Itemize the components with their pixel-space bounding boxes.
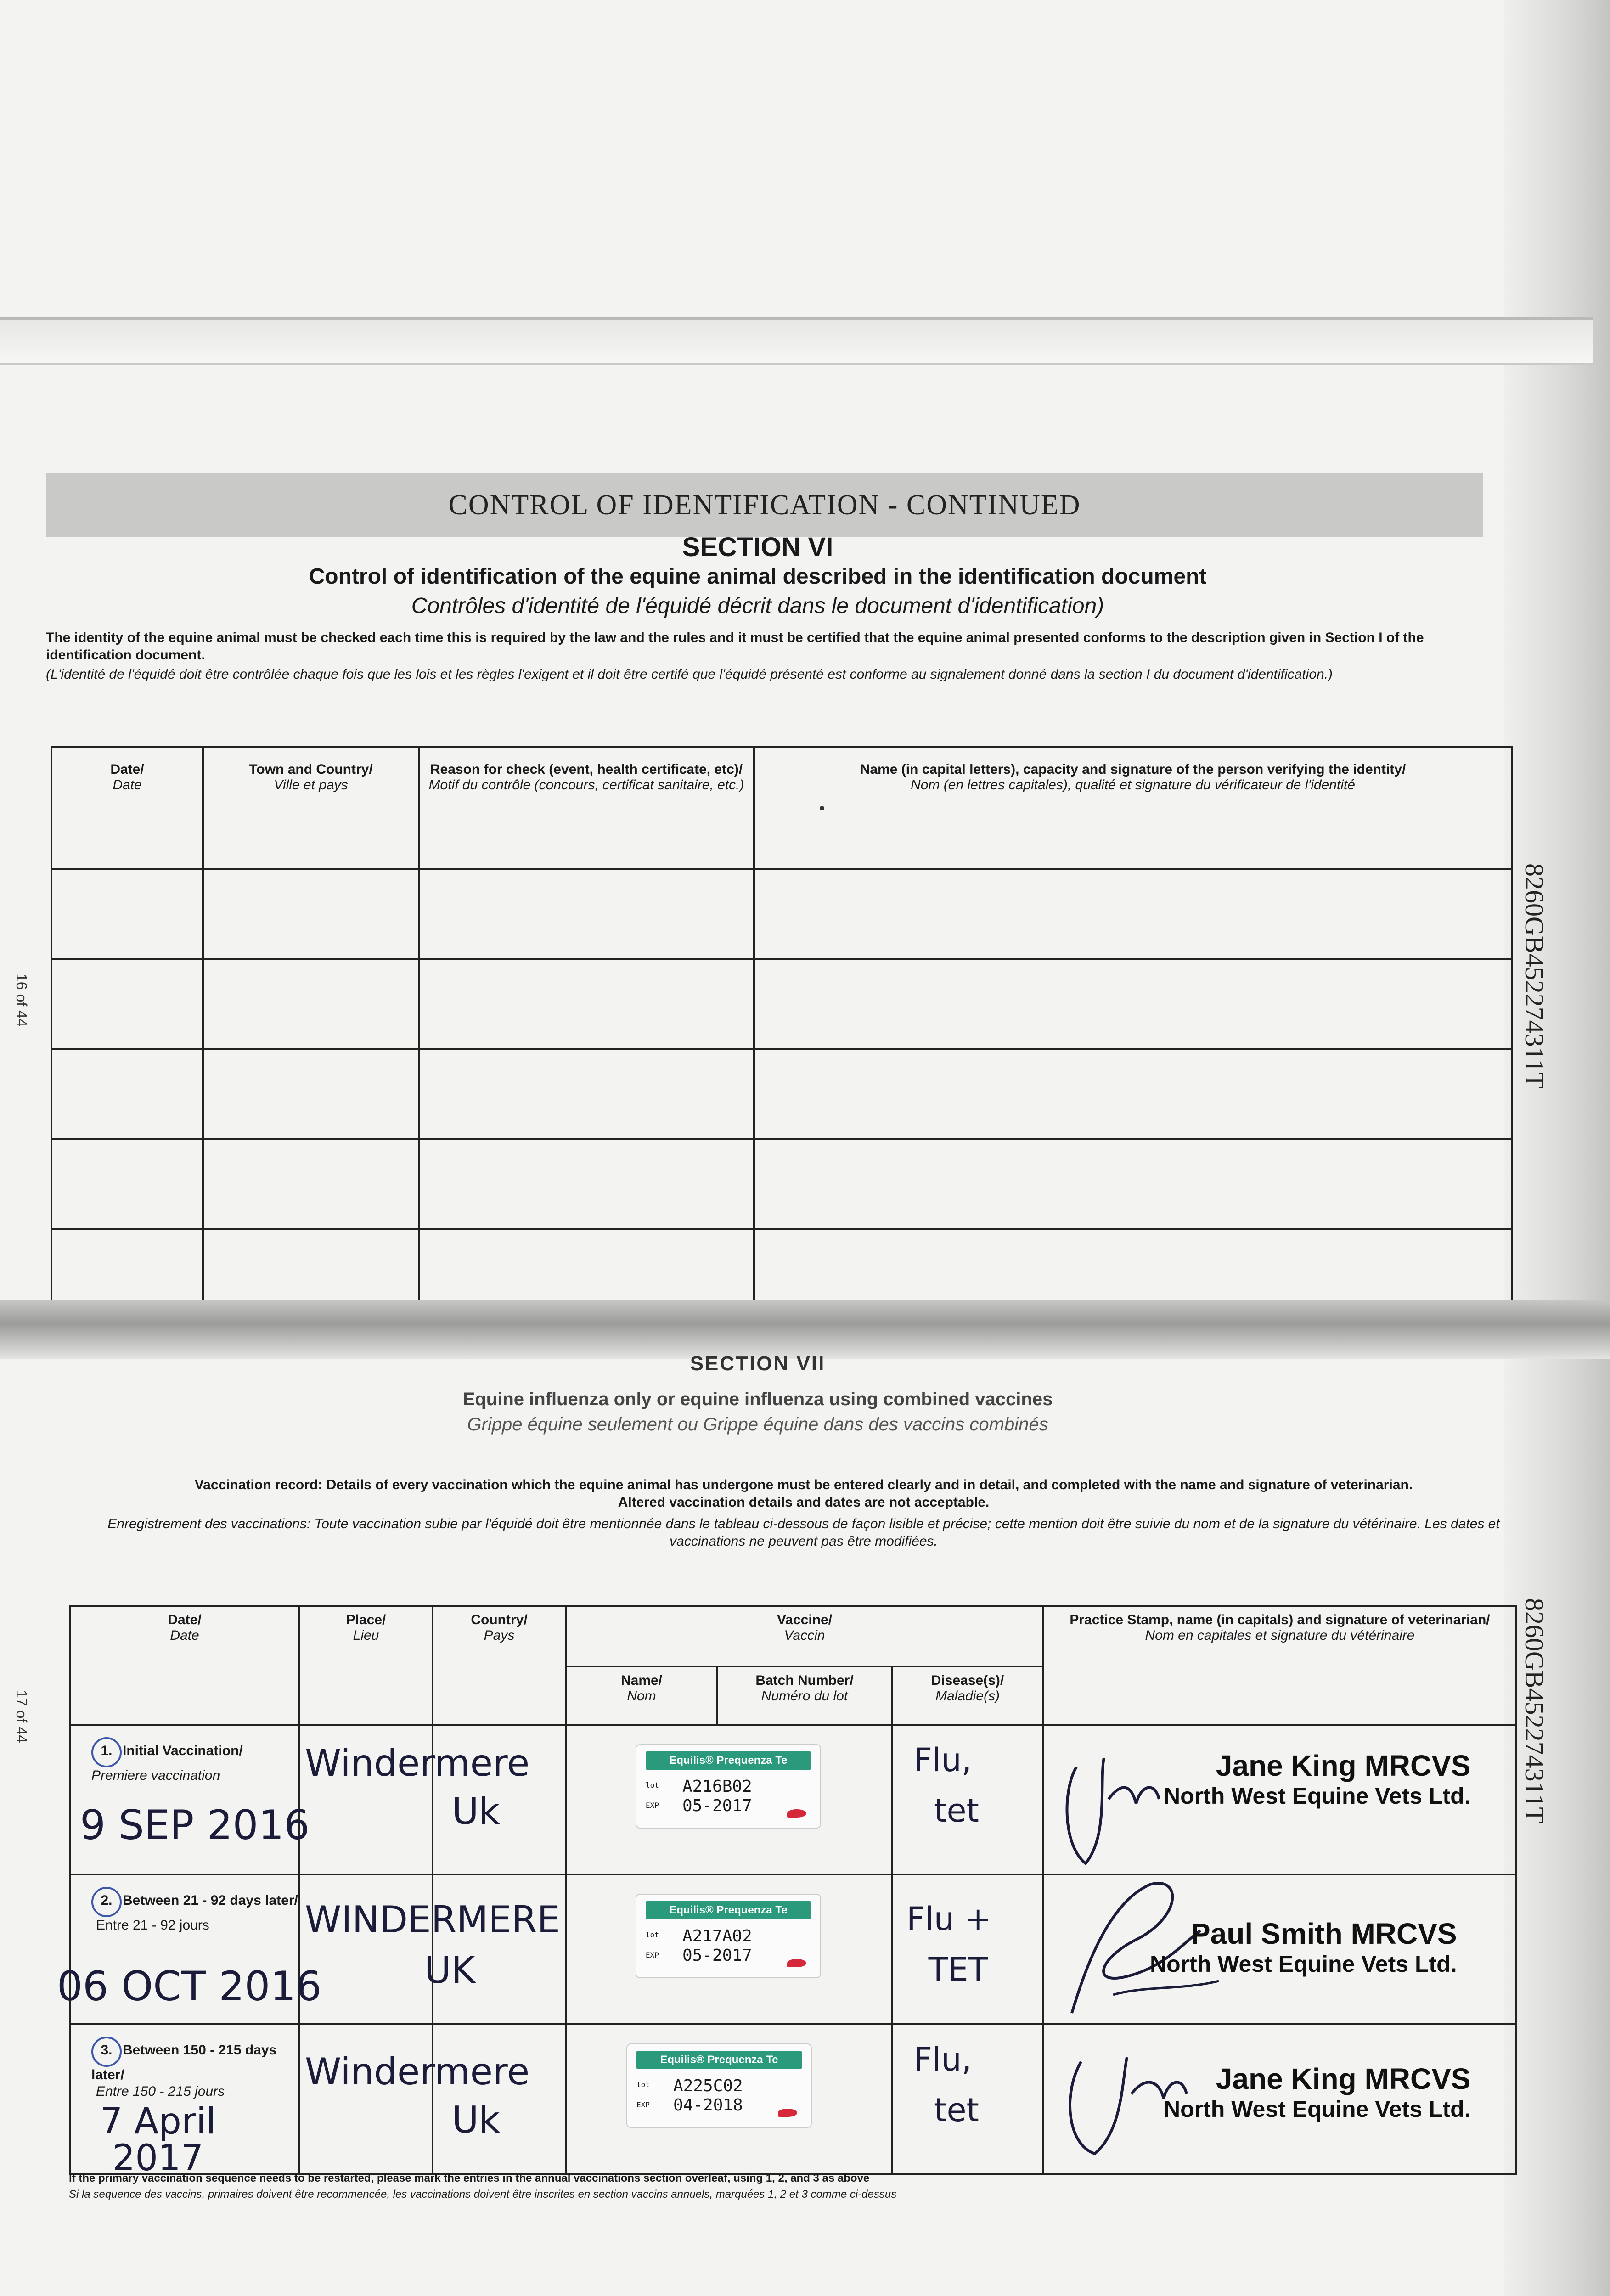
vaccination-row-3 <box>70 2024 1516 2174</box>
empty-cell[interactable] <box>51 1049 203 1139</box>
control-banner: CONTROL OF IDENTIFICATION - CONTINUED <box>46 473 1483 537</box>
page-top-edge <box>0 317 1593 365</box>
batch-number: A225C02 <box>673 2077 743 2095</box>
section-vi-subtitle-en: Control of identification of the equine animal described in the identification document <box>309 564 1207 589</box>
empty-cell[interactable] <box>51 869 203 959</box>
disease-cell[interactable] <box>892 2024 1043 2174</box>
empty-cell[interactable] <box>754 869 1512 959</box>
dose-number-circle: 2. <box>91 1887 122 1917</box>
batch-number: A216B02 <box>682 1777 752 1796</box>
identity-table-header <box>51 747 1512 869</box>
section-vii-subtitle-en: Equine influenza only or equine influenza using combined vaccines <box>462 1389 1053 1409</box>
vet-stamp-cell[interactable] <box>1043 1874 1516 2024</box>
vaccine-sticker: Equilis® Prequenza Te lot EXP A225C02 04-2018 <box>626 2043 812 2128</box>
disease-cell[interactable] <box>892 1725 1043 1874</box>
empty-cell[interactable] <box>203 1049 419 1139</box>
handwritten-place: WINDERMERE <box>305 1898 560 1941</box>
handwritten-place: Windermere <box>305 2050 530 2093</box>
identity-check-table <box>51 746 1513 1320</box>
vaccine-sticker-cell <box>566 1874 892 2024</box>
ink-dot <box>820 806 824 810</box>
dose-label: 3. Between 150 - 215 days later/ Entre 150 - 215 jours <box>91 2037 298 2100</box>
expiry-date: 04-2018 <box>673 2096 743 2115</box>
date-cell[interactable] <box>57 1874 322 2024</box>
dose-label: 2. Between 21 - 92 days later/ Entre 21 - 92 jours <box>91 1887 298 1934</box>
vaccination-record-fr: Enregistrement des vaccinations: Toute vaccination subie par l'équidé doit être mentionnée dans le tableau ci-dessous de façon lisible et précise; cette mention doit être suivie du nom et de la signature du vétérinaire. Les dates et vaccinations ne peuvent pas être modifiées. <box>107 1516 1500 1549</box>
col-date: Date/ Date <box>51 747 203 869</box>
page-number-17: 17 of 44 <box>13 1690 30 1743</box>
dose-number-circle: 1. <box>91 1737 122 1767</box>
vaccine-sticker: Equilis® Prequenza Te lot EXP A217A02 05-2017 <box>636 1894 821 1978</box>
empty-cell[interactable] <box>419 869 754 959</box>
table-row <box>51 1049 1512 1139</box>
col-verifier: Name (in capital letters), capacity and signature of the person verifying the identity/ Nom (en lettres capitales), qualité et signature du vérificateur de l'identité <box>754 747 1512 869</box>
handwritten-disease: Flu, tet <box>913 2041 979 2129</box>
section-vii-subtitle-fr: Grippe équine seulement ou Grippe équine dans des vaccins combinés <box>467 1414 1048 1435</box>
handwritten-disease: Flu, tet <box>913 1741 979 1829</box>
vet-stamp: Jane King MRCVS North West Equine Vets Ltd. <box>1164 2062 1471 2122</box>
empty-cell[interactable] <box>203 1139 419 1229</box>
empty-cell[interactable] <box>51 1139 203 1229</box>
col-country: Country/ Pays <box>433 1606 566 1725</box>
restart-note-en: If the primary vaccination sequence needs to be restarted, please mark the entries in the annual vaccinations section overleaf, using 1, 2, and 3 as above <box>69 2172 870 2184</box>
handwritten-place: Windermere <box>305 1742 530 1784</box>
country-cell[interactable] <box>433 1725 566 1874</box>
empty-cell[interactable] <box>419 1139 754 1229</box>
vaccination-header-row <box>70 1606 1516 1666</box>
table-row <box>51 869 1512 959</box>
passport-number-p16: 8260GB452274311T <box>1520 863 1549 1089</box>
col-town-country: Town and Country/ Ville et pays <box>203 747 419 869</box>
empty-cell[interactable] <box>51 959 203 1049</box>
sticker-red-mark <box>787 1809 806 1818</box>
section-vi-title: SECTION VI <box>682 532 833 562</box>
vet-stamp: Jane King MRCVS North West Equine Vets Ltd. <box>1164 1749 1471 1809</box>
identity-instruction-en: The identity of the equine animal must be checked each time this is required by the law and the rules and it must be certified that the equine animal presented conforms to the description given in Section I of the identification document. <box>46 630 1424 663</box>
disease-cell[interactable] <box>892 1874 1043 2024</box>
handwritten-date: 06 OCT 2016 <box>57 1963 322 2010</box>
sticker-brand: Equilis® Prequenza Te <box>636 2051 802 2069</box>
col-place: Place/ Lieu <box>299 1606 433 1725</box>
date-cell[interactable] <box>70 2024 299 2179</box>
sticker-red-mark <box>778 2109 797 2117</box>
col-reason: Reason for check (event, health certificate, etc)/ Motif du contrôle (concours, certificat sanitaire, etc.) <box>419 747 754 869</box>
table-row <box>51 959 1512 1049</box>
empty-cell[interactable] <box>419 959 754 1049</box>
empty-cell[interactable] <box>419 1049 754 1139</box>
handwritten-disease: Flu + TET <box>906 1900 991 1988</box>
section-vii-title: SECTION VII <box>690 1352 826 1375</box>
sticker-brand: Equilis® Prequenza Te <box>646 1901 811 1919</box>
empty-cell[interactable] <box>754 1139 1512 1229</box>
vaccine-sticker-cell <box>566 2024 892 2174</box>
table-row <box>51 1139 1512 1229</box>
vet-stamp-cell[interactable] <box>1043 2024 1516 2174</box>
passport-number-p17: 8260GB452274311T <box>1520 1598 1549 1823</box>
date-cell[interactable] <box>70 1725 310 1874</box>
empty-cell[interactable] <box>203 959 419 1049</box>
vaccination-row-2 <box>70 1874 1516 2024</box>
dose-number-circle: 3. <box>91 2037 122 2067</box>
vaccination-row-1 <box>70 1725 1516 1874</box>
col-date: Date/ Date <box>70 1606 299 1725</box>
vaccine-sticker-cell <box>566 1725 892 1874</box>
country-cell[interactable] <box>433 2024 566 2174</box>
vaccination-record-en: Vaccination record: Details of every vaccination which the equine animal has undergone must be entered clearly and in detail, and completed with the name and signature of veterinarian. Altered vaccination details and dates are not acceptable. <box>194 1477 1413 1510</box>
section-vi-subtitle-fr: Contrôles d'identité de l'équidé décrit dans le document d'identification) <box>411 594 1104 618</box>
identity-instruction-fr: (L'identité de l'équidé doit être contrôlée chaque fois que les lois et les règles l'exigent et il doit être certifé que l'équidé présenté est conforme au signalement donné dans la section I du document d'identification.) <box>46 667 1333 682</box>
handwritten-country: Uk <box>452 1790 500 1833</box>
col-diseases: Disease(s)/ Maladie(s) <box>892 1666 1043 1725</box>
empty-cell[interactable] <box>754 1049 1512 1139</box>
col-batch-number: Batch Number/ Numéro du lot <box>717 1666 892 1725</box>
dose-label: 1. Initial Vaccination/ Premiere vaccination <box>91 1737 243 1784</box>
empty-cell[interactable] <box>203 869 419 959</box>
col-vaccine: Vaccine/ Vaccin <box>566 1606 1043 1666</box>
handwritten-country: Uk <box>452 2099 500 2141</box>
empty-cell[interactable] <box>754 959 1512 1049</box>
col-practice-stamp: Practice Stamp, name (in capitals) and signature of veterinarian/ Nom en capitales et signature du vétérinaire <box>1043 1606 1516 1725</box>
vet-stamp-cell[interactable] <box>1043 1725 1516 1874</box>
expiry-date: 05-2017 <box>682 1796 752 1815</box>
batch-number: A217A02 <box>682 1927 752 1946</box>
restart-note-fr: Si la sequence des vaccins, primaires doivent être recommencée, les vaccinations doivent être inscrites en section vaccins annuels, marquées 1, 2 et 3 comme ci-dessus <box>69 2188 897 2200</box>
sticker-brand: Equilis® Prequenza Te <box>646 1751 811 1770</box>
expiry-date: 05-2017 <box>682 1946 752 1965</box>
page-fold <box>0 1300 1610 1359</box>
handwritten-date: 7 April 2017 <box>100 2101 216 2179</box>
vet-stamp: Paul Smith MRCVS North West Equine Vets Ltd. <box>1150 1917 1457 1977</box>
vaccine-sticker: Equilis® Prequenza Te lot EXP A216B02 05-2017 <box>636 1744 821 1829</box>
col-vaccine-name: Name/ Nom <box>566 1666 717 1725</box>
handwritten-date: 9 SEP 2016 <box>80 1801 310 1849</box>
page-number-16: 16 of 44 <box>13 974 30 1027</box>
sticker-red-mark <box>787 1959 806 1967</box>
handwritten-country: UK <box>424 1949 476 1992</box>
